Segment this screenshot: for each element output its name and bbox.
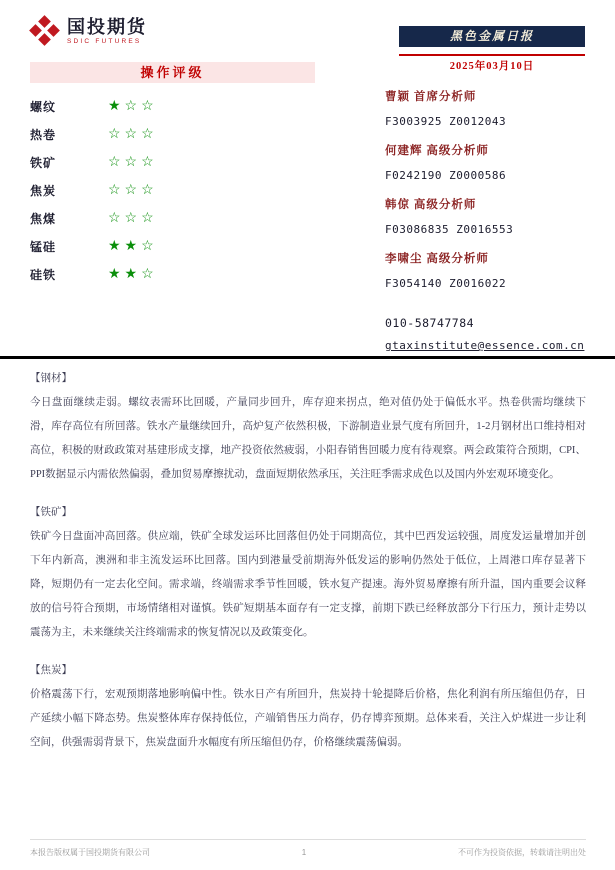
star-rating: ★☆☆ (108, 98, 158, 114)
report-title: 黑色金属日报 (399, 26, 585, 47)
product-label: 焦炭 (30, 183, 57, 198)
section-paragraph: 今日盘面继续走弱。螺纹表需环比回暖，产量同步回升，库存迎来拐点，绝对值仍处于偏低水平。热卷供需均继续下滑，库存高位有所回落。铁水产量继续回升，高炉复产依然积极，下游制造业景气度有所回升，1-2月钢材出口维持相对高位，积极的财政政策对基建形成支撑，地产投资依然疲弱，小阳春销售回暖力度有待观察。两会政策符合预期，CPI、PPI数据显示内需依然偏弱，叠加贸易摩擦扰动，盘面短期依然承压，关注旺季需求成色以及国内外宏观环境变化。 (30, 397, 586, 480)
section-heading: 【钢材】 (30, 373, 72, 384)
section-coke (30, 659, 586, 755)
rating-panel (30, 62, 315, 288)
analyst-panel (385, 88, 590, 354)
footer-page-number: 1 (301, 848, 307, 857)
rating-row (30, 204, 315, 232)
footer-copyright: 本报告版权属于国投期货有限公司 (30, 848, 150, 857)
diamond-logo-icon (30, 16, 60, 46)
rating-rows (30, 92, 315, 288)
section-steel (30, 367, 586, 487)
star-rating: ☆☆☆ (108, 210, 158, 226)
product-label: 铁矿 (30, 155, 57, 170)
analyst-name: 韩倞 高级分析师 (385, 199, 477, 211)
rating-row (30, 120, 315, 148)
contact-phone: 010-58747784 (385, 316, 475, 330)
rating-row (30, 148, 315, 176)
section-heading: 【焦炭】 (30, 665, 72, 676)
analyst-name: 曹颖 首席分析师 (385, 91, 477, 103)
report-body (30, 367, 586, 769)
rating-row (30, 260, 315, 288)
star-rating: ☆☆☆ (108, 182, 158, 198)
star-rating: ☆☆☆ (108, 154, 158, 170)
section-iron-ore (30, 501, 586, 645)
section-paragraph: 价格震荡下行，宏观预期落地影响偏中性。铁水日产有所回升，焦炭持十轮提降后价格，焦化利润有所压缩但仍存，日产延续小幅下降态势。焦炭整体库存保持低位，产端销售压力尚存，仍存博弈预期。总体来看，关注入炉煤进一步让利空间，供强需弱背景下，焦炭盘面升水幅度有所压缩但仍存，价格继续震荡偏弱。 (30, 689, 586, 748)
contact-email-link[interactable]: gtaxinstitute@essence.com.cn (385, 339, 585, 352)
company-logo (30, 16, 147, 46)
analyst-code: F3003925 Z0012043 (385, 115, 507, 128)
product-label: 焦煤 (30, 211, 57, 226)
logo-title: 国投期货 (67, 16, 147, 37)
analyst-code: F03086835 Z0016553 (385, 223, 514, 236)
rating-row (30, 92, 315, 120)
analyst-name: 李啸尘 高级分析师 (385, 253, 489, 265)
rating-row (30, 176, 315, 204)
analyst-code: F3054140 Z0016022 (385, 277, 507, 290)
date-rule (399, 54, 585, 56)
page-footer (30, 839, 586, 858)
analyst-name: 何建辉 高级分析师 (385, 145, 489, 157)
rating-panel-title: 操作评级 (30, 62, 315, 83)
product-label: 螺纹 (30, 99, 57, 114)
section-divider (0, 356, 615, 359)
star-rating: ★★☆ (108, 238, 158, 254)
report-date: 2025年03月10日 (449, 61, 535, 72)
product-label: 热卷 (30, 127, 57, 142)
analyst-code: F0242190 Z0000586 (385, 169, 507, 182)
product-label: 硅铁 (30, 267, 57, 282)
section-heading: 【铁矿】 (30, 507, 72, 518)
star-rating: ★★☆ (108, 266, 158, 282)
section-paragraph: 铁矿今日盘面冲高回落。供应端，铁矿全球发运环比回落但仍处于同期高位，其中巴西发运较强，周度发运量增加并创下年内新高，澳洲和非主流发运环比回落。国内到港量受前期海外低发运的影响仍然处于低位，上周港口库存显著下降，短期仍有一定去化空间。需求端，终端需求季节性回暖，铁水复产提速。海外贸易摩擦有所升温，国内重要会议释放的信号符合预期，市场情绪相对谨慎。铁矿短期基本面存有一定支撑，前期下跌已经释放部分下行压力，预计走势以震荡为主，未来继续关注终端需求的恢复情况以及政策变化。 (30, 531, 586, 638)
star-rating: ☆☆☆ (108, 126, 158, 142)
rating-row (30, 232, 315, 260)
logo-subtitle: SDIC FUTURES (67, 37, 142, 45)
footer-disclaimer: 不可作为投资依据，转载请注明出处 (457, 848, 586, 857)
product-label: 锰硅 (30, 239, 57, 254)
